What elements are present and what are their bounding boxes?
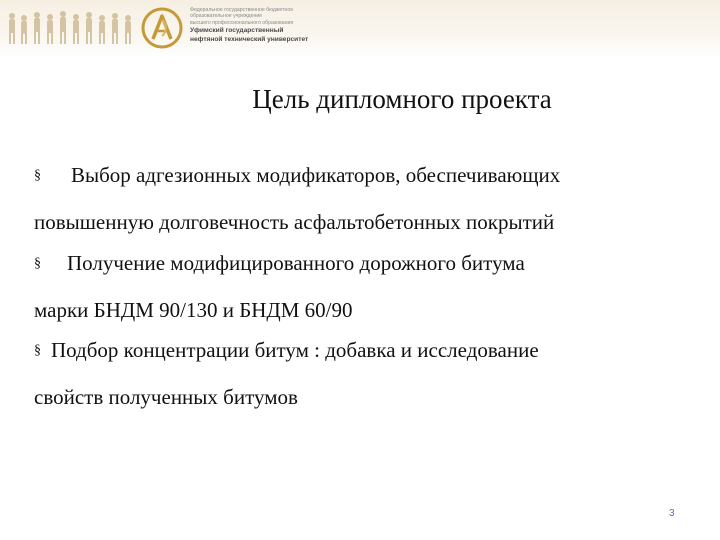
bullet-item-3-line-2: свойств полученных битумов xyxy=(34,385,298,409)
bullet-item-2 xyxy=(34,240,694,333)
people-figures-graphic xyxy=(4,8,136,48)
university-line-1: Федеральное государственное бюджетное xyxy=(190,7,294,13)
university-header-text xyxy=(190,7,390,44)
slide-title: Цель дипломного проекта xyxy=(252,84,552,114)
bullet-item-2-line-1: Получение модифицированного дорожного битума xyxy=(67,251,525,275)
bullet-item-3-line-1: Подбор концентрации битум : добавка и исследование xyxy=(51,338,539,362)
page-number: 3 xyxy=(669,508,675,519)
bullet-marker: § xyxy=(34,343,41,358)
bullet-item-1-line-1: Выбор адгезионных модификаторов, обеспечивающих xyxy=(71,163,561,187)
bullet-item-2-line-2: марки БНДМ 90/130 и БНДМ 60/90 xyxy=(34,298,353,322)
university-name-1: Уфимский государственный xyxy=(190,27,284,35)
university-name-2: нефтяной технический университет xyxy=(190,35,309,43)
university-logo-icon xyxy=(140,6,184,50)
bullet-item-1 xyxy=(34,152,694,245)
university-line-2: образовательное учреждение xyxy=(190,13,263,20)
bullet-item-1-line-2: повышенную долговечность асфальтобетонных покрытий xyxy=(34,210,555,234)
bullet-item-3 xyxy=(34,327,694,420)
bullet-marker: § xyxy=(34,256,41,271)
university-line-3: высшего профессионального образования xyxy=(190,19,294,26)
bullet-marker: § xyxy=(34,168,41,183)
